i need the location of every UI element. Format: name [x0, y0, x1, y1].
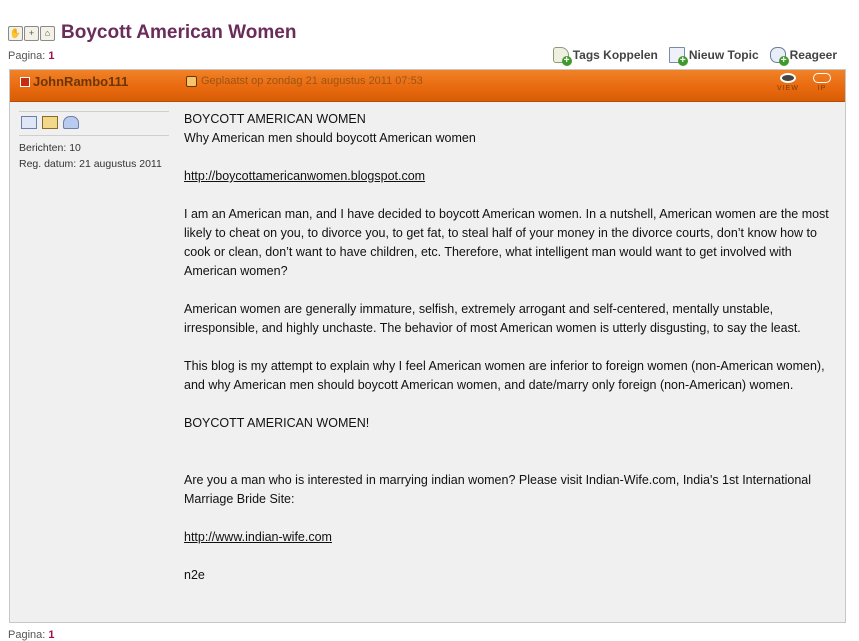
tags-koppelen-button[interactable]	[553, 47, 658, 66]
reply-button[interactable]	[770, 47, 837, 66]
registration-date: Reg. datum: 21 augustus 2011	[19, 158, 162, 170]
gallery-icon[interactable]	[42, 116, 58, 129]
post-date-text: Geplaatst op zondag 21 augustus 2011 07:53	[201, 75, 423, 87]
tag-icon: ⌂	[40, 26, 55, 41]
signature-signoff: n2e	[184, 568, 205, 582]
blog-link[interactable]: http://boycottamericanwomen.blogspot.com	[184, 169, 426, 183]
profile-card-icon[interactable]	[21, 116, 37, 129]
offline-status-icon	[20, 77, 30, 87]
post-date	[186, 75, 423, 87]
pagination-bottom	[8, 629, 54, 641]
eye-icon	[780, 73, 796, 83]
forum-post	[9, 69, 846, 623]
author-profile	[19, 111, 169, 171]
indian-wife-link[interactable]: http://www.indian-wife.com	[184, 530, 332, 544]
body-paragraph-4: BOYCOTT AMERICAN WOMEN!	[184, 416, 370, 430]
hand-icon: ✋	[8, 26, 23, 41]
page-title: Boycott American Women	[61, 22, 297, 43]
topic-icons	[8, 26, 55, 41]
body-line-2: Why American men should boycott American women	[184, 131, 476, 145]
tags-koppelen-label[interactable]: Tags Koppelen	[572, 48, 658, 62]
post-author	[20, 74, 128, 89]
pagination-bottom-current-page[interactable]: 1	[48, 629, 55, 641]
post-header	[10, 70, 845, 102]
view-label: VIEW	[777, 85, 799, 92]
new-topic-label[interactable]: Nieuw Topic	[688, 48, 759, 62]
post-body	[184, 110, 836, 585]
reply-label[interactable]: Reageer	[789, 48, 837, 62]
profile-stats	[19, 136, 169, 171]
new-topic-button[interactable]	[669, 47, 759, 66]
body-paragraph-1: I am an American man, and I have decided to boycott American women. In a nutshell, American women are the most likely to cheat on you, to divorce you, to get fat, to steal half of your money in the divorce courts, don’t know how to cook or clean, don’t want to have children, etc. Therefore, what intelligent man would want to get involved with American women?	[184, 207, 829, 278]
profile-icons	[19, 111, 169, 136]
ip-icon	[813, 73, 831, 83]
tag-add-icon: +	[553, 47, 569, 63]
body-paragraph-2: American women are generally immature, selfish, extremely arrogant and self-centered, mentally unstable, irresponsible, and highly unchaste. The behavior of most American women is utterly disgusting, to say the least.	[184, 302, 801, 335]
reply-bubble-icon: +	[770, 47, 786, 63]
pagination-current-page[interactable]: 1	[48, 50, 55, 62]
ip-label: IP	[817, 85, 827, 92]
document-plus-icon: +	[24, 26, 39, 41]
body-line-1: BOYCOTT AMERICAN WOMEN	[184, 112, 366, 126]
author-name[interactable]: JohnRambo111	[33, 74, 129, 89]
post-header-icons	[775, 73, 835, 92]
user-icon[interactable]	[63, 116, 79, 129]
topic-actions	[553, 47, 837, 66]
body-paragraph-3: This blog is my attempt to explain why I feel American women are inferior to foreign women (non-American women), and why American men should boycott American women, and date/marry only foreign (non-American) women.	[184, 359, 825, 392]
topic-title-row	[8, 20, 296, 46]
pagination-top	[8, 50, 54, 62]
pagination-label: Pagina:	[8, 50, 46, 62]
view-button[interactable]	[775, 73, 801, 92]
ip-button[interactable]	[809, 73, 835, 92]
post-count: Berichten: 10	[19, 142, 81, 154]
signature-paragraph: Are you a man who is interested in marrying indian women? Please visit Indian-Wife.com, India's 1st International Marriage Bride Site:	[184, 473, 811, 506]
pagination-bottom-label: Pagina:	[8, 629, 46, 641]
post-date-icon	[186, 76, 197, 87]
document-add-icon: +	[669, 47, 685, 63]
